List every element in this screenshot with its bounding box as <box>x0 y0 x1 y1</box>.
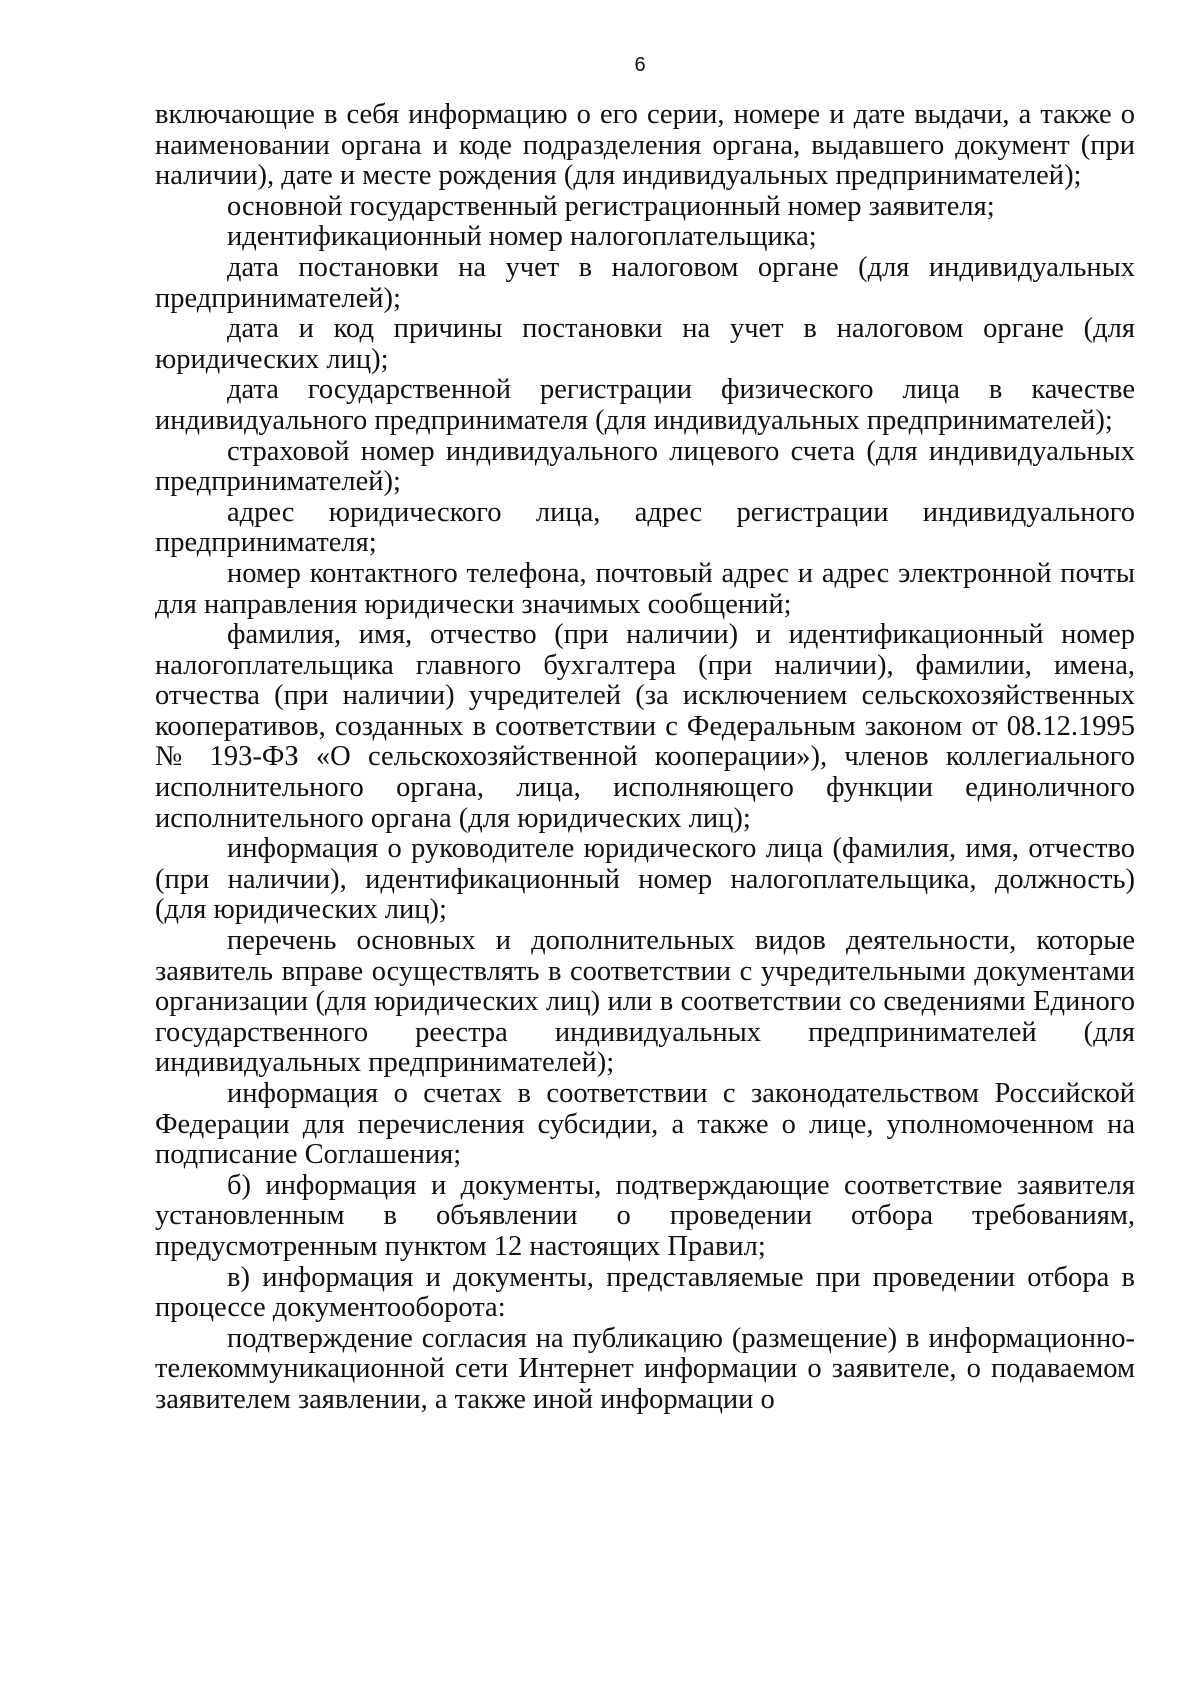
paragraph: дата государственной регистрации физического лица в качестве индивидуального предпринимателя (для индивидуальных предпринимателей); <box>155 374 1135 436</box>
document-body <box>155 100 1135 1416</box>
paragraph: страховой номер индивидуального лицевого счета (для индивидуальных предпринимателей); <box>155 435 1135 498</box>
paragraph: фамилия, имя, отчество (при наличии) и идентификационный номер налогоплательщика главного бухгалтера (при наличии), фамилии, имена, отчества (при наличии) учредителей (за исключением сельскохозяйственных кооперативов, созданных в соответствии с Федеральным законом от 08.12.1995 № 193-ФЗ «О сельскохозяйственной кооперации»), членов коллегиального исполнительного органа, лица, исполняющего функции единоличного исполнительного органа (для юридических лиц); <box>155 619 1135 834</box>
paragraph: идентификационный номер налогоплательщика; <box>227 221 817 253</box>
paragraph: перечень основных и дополнительных видов деятельности, которые заявитель вправе осуществлять в соответствии с учредительными документами организации (для юридических лиц) или в соответствии со сведениями Единого государственного реестра индивидуальных предпринимателей (для индивидуальных предпринимателей); <box>155 925 1135 1079</box>
page-number: 6 <box>634 54 646 76</box>
paragraph: основной государственный регистрационный номер заявителя; <box>227 190 995 222</box>
paragraph: номер контактного телефона, почтовый адрес и адрес электронной почты для направления юридически значимых сообщений; <box>155 557 1135 620</box>
paragraph: в) информация и документы, представляемые при проведении отбора в процессе документооборота: <box>155 1261 1135 1324</box>
paragraph: включающие в себя информацию о его серии, номере и дате выдачи, а также о наименовании органа и коде подразделения органа, выдавшего документ (при наличии), дате и месте рождения (для индивидуальных предпринимателей); <box>155 99 1135 192</box>
paragraph: информация о счетах в соответствии с законодательством Российской Федерации для перечисления субсидии, а также о лице, уполномоченном на подписание Соглашения; <box>155 1078 1135 1171</box>
paragraph: адрес юридического лица, адрес регистрации индивидуального предпринимателя; <box>155 496 1135 559</box>
paragraph: б) информация и документы, подтверждающие соответствие заявителя установленным в объявлении о проведении отбора требованиям, предусмотренным пунктом 12 настоящих Правил; <box>155 1169 1135 1262</box>
paragraph: информация о руководителе юридического лица (фамилия, имя, отчество (при наличии), идентификационный номер налогоплательщика, должность) (для юридических лиц); <box>155 833 1135 926</box>
paragraph: подтверждение согласия на публикацию (размещение) в информационно-телекоммуникационной сети Интернет информации о заявителе, о подаваемом заявителем заявлении, а также иной информации о <box>155 1322 1135 1415</box>
paragraph: дата и код причины постановки на учет в налоговом органе (для юридических лиц); <box>155 313 1135 375</box>
paragraph: дата постановки на учет в налоговом органе (для индивидуальных предпринимателей); <box>155 251 1135 314</box>
